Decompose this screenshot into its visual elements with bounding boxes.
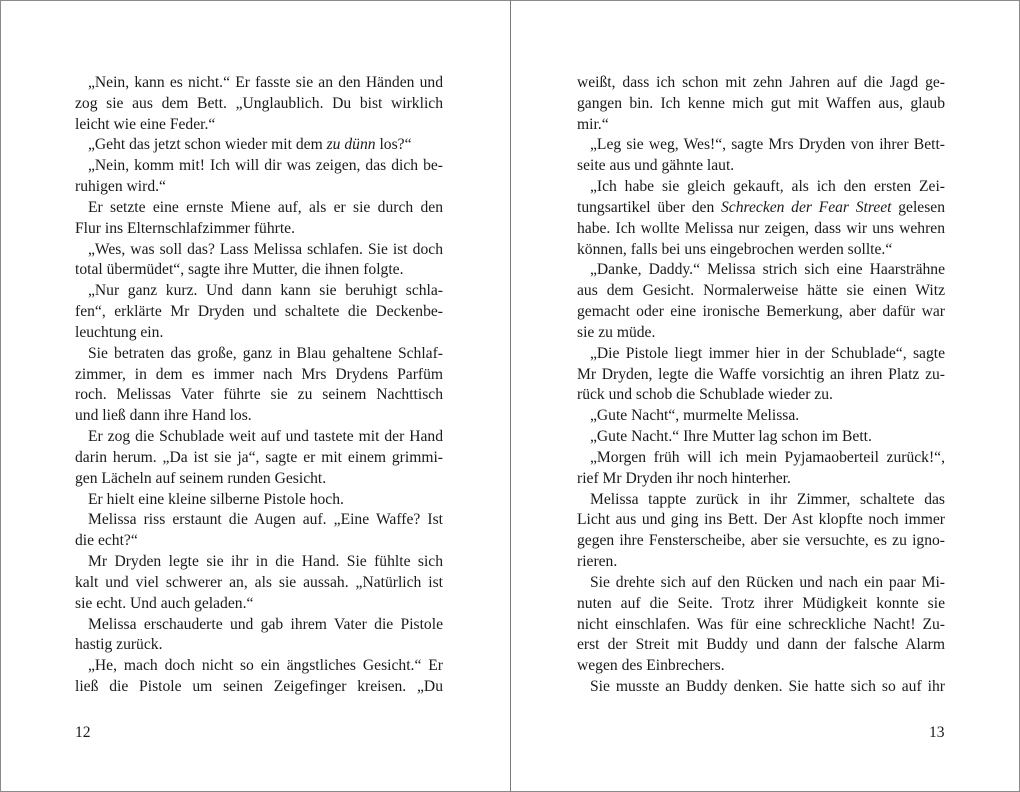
text-line [75, 385, 443, 406]
text-line [75, 73, 443, 94]
line-text: „Danke, Daddy.“ Melissa strich sich eine Haarsträhne [590, 261, 945, 279]
text-line [75, 219, 443, 240]
text-line [75, 344, 443, 365]
text-line [75, 281, 443, 302]
text-line [577, 573, 945, 594]
text-line [577, 469, 945, 490]
text-line [75, 198, 443, 219]
text-line [577, 656, 945, 677]
text-line [75, 135, 443, 156]
line-text: Melissa erschauderte und gab ihrem Vater die Pistole [88, 615, 443, 633]
line-text: gen Lächeln auf seinem runden Gesicht. [75, 469, 327, 487]
line-text: erst der Streit mit Buddy und dann der falsche Alarm [577, 636, 945, 654]
text-line [577, 73, 945, 94]
line-text: gangen bin. Ich kenne mich gut mit Waffen aus, glaub [577, 94, 945, 112]
text-line [75, 323, 443, 344]
line-text: sie echt. Und auch geladen.“ [75, 594, 254, 612]
text-line [577, 615, 945, 636]
line-text: habe. Ich wollte Melissa nur zeigen, dass wir uns wehren [577, 219, 945, 237]
line-text: leuchtung ein. [75, 323, 164, 341]
line-text: Licht aus und ging ins Bett. Der Ast klopfte noch immer [577, 511, 945, 529]
text-line [577, 427, 945, 448]
text-line [577, 177, 945, 198]
text-line [75, 448, 443, 469]
text-line [577, 344, 945, 365]
line-text: rieren. [577, 553, 618, 571]
text-line [75, 260, 443, 281]
text-line [75, 427, 443, 448]
page-gutter-divider [510, 0, 511, 792]
line-text: Er zog die Schublade weit auf und tastete mit der Hand [88, 428, 443, 446]
text-line [75, 573, 443, 594]
text-line [577, 448, 945, 469]
line-text: „Leg sie weg, Wes!“, sagte Mrs Dryden von ihrer Bett- [590, 136, 945, 154]
text-line [577, 365, 945, 386]
line-text: sie zu müde. [577, 323, 656, 341]
line-text: Sie betraten das große, ganz in Blau gehaltene Schlaf- [88, 344, 443, 362]
line-text: Er hielt eine kleine silberne Pistole hoch. [88, 490, 344, 508]
italic-text: Schrecken der Fear Street [720, 198, 892, 216]
line-text: „Gute Nacht.“ Ihre Mutter lag schon im Bett. [590, 428, 872, 446]
line-text: die echt?“ [75, 532, 138, 550]
text-line [75, 594, 443, 615]
text-line [577, 94, 945, 115]
line-text: Mr Dryden legte sie ihr in die Hand. Sie fühlte sich [88, 553, 443, 571]
line-text: nuten auf die Seite. Trotz ihrer Müdigkeit konnte sie [577, 594, 945, 612]
text-line [577, 510, 945, 531]
line-text: „Nein, kann es nicht.“ Er fasste sie an den Händen und [88, 74, 443, 91]
line-text: Mr Dryden, legte die Waffe vorsichtig an ihren Platz zu- [577, 365, 945, 383]
text-line [577, 531, 945, 552]
text-line [577, 260, 945, 281]
line-text: mir.“ [577, 115, 609, 133]
line-text: Melissa riss erstaunt die Augen auf. „Eine Waffe? Ist [88, 511, 443, 529]
text-line [75, 677, 443, 698]
line-text: „Gute Nacht“, murmelte Melissa. [590, 407, 800, 425]
text-line [577, 490, 945, 511]
right-page-text [577, 73, 945, 698]
text-line [75, 94, 443, 115]
text-line [75, 156, 443, 177]
line-text: hastig zurück. [75, 636, 163, 654]
text-line [577, 406, 945, 427]
line-text: können, falls bei uns eingebrochen werden sollte.“ [577, 240, 893, 258]
line-text: zimmer, in dem es immer nach Mrs Drydens Parfüm [75, 365, 443, 383]
line-text: „Nein, komm mit! Ich will dir was zeigen, das dich be- [88, 157, 443, 175]
line-text: aus dem Gesicht. Normalerweise hätte sie einen Witz [577, 282, 945, 300]
text-line [75, 656, 443, 677]
left-page-number: 12 [75, 724, 91, 741]
text-line [75, 302, 443, 323]
text-line [75, 552, 443, 573]
text-line [577, 635, 945, 656]
line-text: zog sie aus dem Bett. „Unglaublich. Du bist wirklich [75, 94, 443, 112]
line-text: gegen ihre Fensterscheibe, aber sie versuchte, es zu igno- [577, 532, 945, 550]
text-line [75, 469, 443, 490]
text-line [577, 323, 945, 344]
line-text: darin herum. „Da ist sie ja“, sagte er mit einem grimmi- [75, 448, 443, 466]
text-line [577, 198, 945, 219]
text-line [75, 531, 443, 552]
line-text: nicht einschlafen. Was für eine schreckliche Nacht! Zu- [577, 615, 945, 633]
line-text: total übermüdet“, sagte ihre Mutter, die ihnen folgte. [75, 261, 404, 279]
text-line [577, 135, 945, 156]
line-text: Sie drehte sich auf den Rücken und nach ein paar Mi- [590, 573, 945, 591]
left-page-text [75, 73, 443, 698]
text-line [75, 115, 443, 136]
line-text: „Ich habe sie gleich gekauft, als ich den ersten Zei- [590, 178, 945, 196]
text-line [577, 115, 945, 136]
line-text: Flur ins Elternschlafzimmer führte. [75, 219, 295, 237]
text-line [577, 385, 945, 406]
line-text: seite aus und gähnte laut. [577, 157, 735, 175]
text-line [75, 177, 443, 198]
line-text: Melissa tappte zurück in ihr Zimmer, schaltete das [590, 490, 945, 508]
line-text: leicht wie eine Feder.“ [75, 115, 216, 133]
text-line [75, 490, 443, 511]
text-line [577, 240, 945, 261]
line-text: ließ die Pistole um seinen Zeigefinger kreisen. „Du [75, 678, 443, 696]
text-line [75, 510, 443, 531]
text-line [75, 406, 443, 427]
line-text: ruhigen wird.“ [75, 178, 166, 196]
text-line [577, 677, 945, 698]
line-text: „He, mach doch nicht so ein ängstliches Gesicht.“ Er [88, 657, 443, 675]
text-line [75, 240, 443, 261]
text-line [577, 219, 945, 240]
text-line [75, 635, 443, 656]
text-line [75, 365, 443, 386]
line-text: „Nur ganz kurz. Und dann kann sie beruhigt schla- [88, 282, 443, 300]
right-page-number: 13 [929, 724, 945, 741]
text-line [577, 156, 945, 177]
line-text: gelesen [891, 198, 945, 216]
line-text: gemacht oder eine ironische Bemerkung, aber dafür war [577, 303, 945, 321]
text-line [577, 302, 945, 323]
line-text: Sie musste an Buddy denken. Sie hatte sich so auf ihr [590, 678, 945, 696]
line-text: Er setzte eine ernste Miene auf, als er sie durch den [88, 198, 443, 216]
line-text: rück und schob die Schublade wieder zu. [577, 386, 833, 404]
line-text: roch. Melissas Vater führte sie zu seinem Nachttisch [75, 386, 443, 404]
text-line [577, 552, 945, 573]
text-line [577, 281, 945, 302]
line-text: rief Mr Dryden ihr noch hinterher. [577, 469, 791, 487]
line-text: und ließ dann ihre Hand los. [75, 407, 252, 425]
text-line [75, 615, 443, 636]
line-text: „Wes, was soll das? Lass Melissa schlafen. Sie ist doch [88, 240, 443, 258]
italic-text: zu dünn [326, 136, 376, 154]
line-text: fen“, erklärte Mr Dryden und schaltete die Deckenbe- [75, 303, 443, 321]
line-text: wegen des Einbrechers. [577, 657, 725, 675]
line-text: tungsartikel über den [577, 198, 721, 216]
line-text: los?“ [375, 136, 412, 154]
line-text: „Morgen früh will ich mein Pyjamaoberteil zurück!“, [590, 448, 945, 466]
line-text: „Geht das jetzt schon wieder mit dem [88, 136, 327, 154]
line-text: „Die Pistole liegt immer hier in der Schublade“, sagte [590, 344, 945, 362]
text-line [577, 594, 945, 615]
line-text: weißt, dass ich schon mit zehn Jahren auf die Jagd ge- [577, 74, 945, 91]
line-text: kalt und viel schwerer an, als sie aussah. „Natürlich ist [75, 573, 443, 591]
